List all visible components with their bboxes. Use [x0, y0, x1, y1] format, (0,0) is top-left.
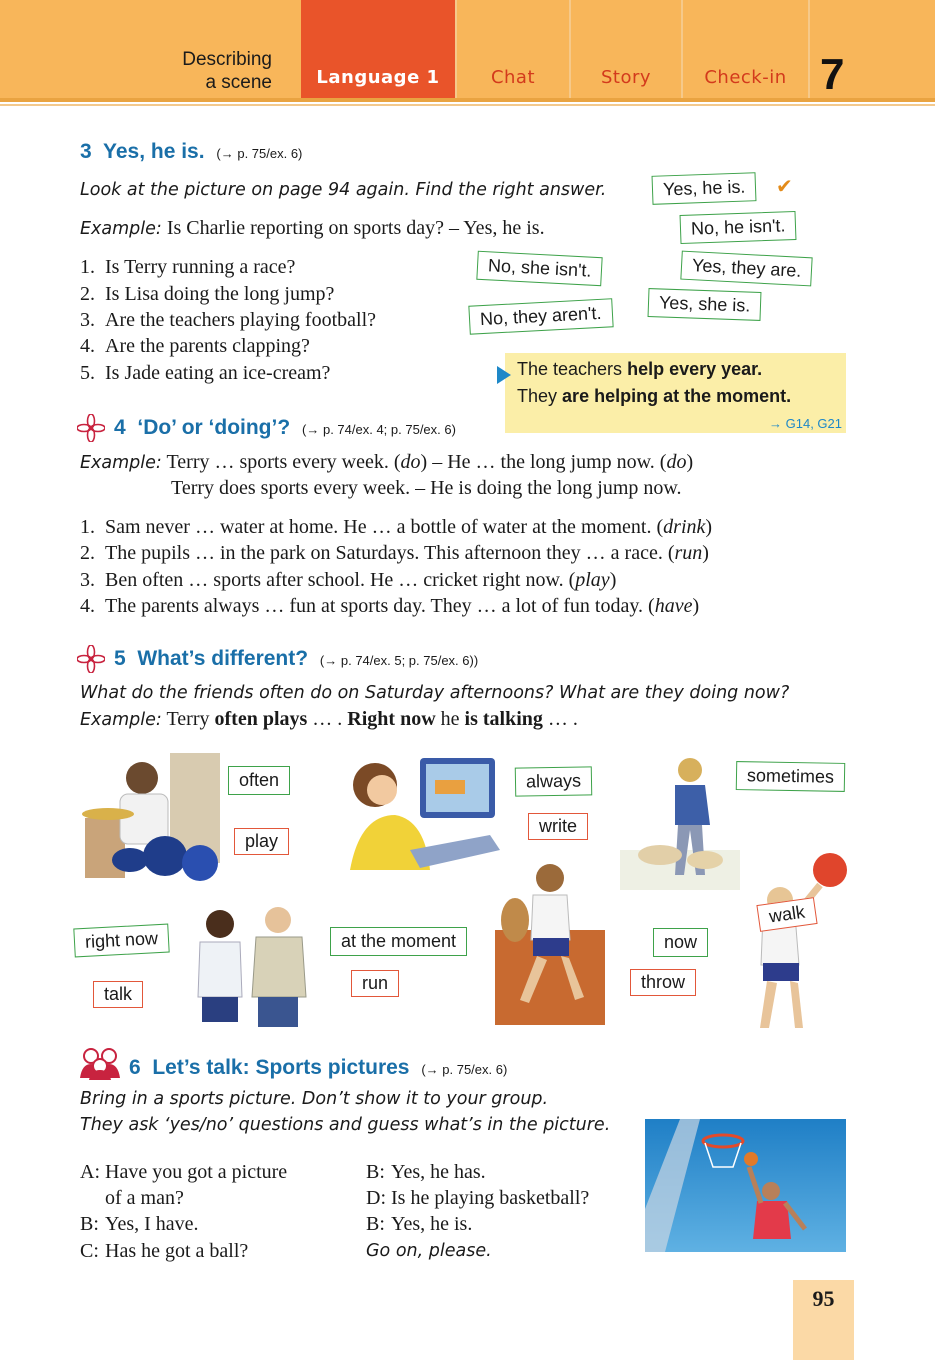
- example-text: Terry … sports every week. (: [166, 451, 401, 473]
- drummer-illustration: [80, 748, 225, 888]
- adverb-card[interactable]: now: [653, 928, 708, 957]
- go-on-text: Go on, please.: [366, 1241, 492, 1261]
- answer-card[interactable]: No, she isn't.: [476, 251, 603, 287]
- list-item: 3. Ben often … sports after school. He … cricket right now. (play): [80, 569, 617, 591]
- example-text: … .: [547, 708, 578, 730]
- runner-girl-illustration: [495, 860, 605, 1025]
- grammar-subject: They: [517, 386, 558, 406]
- tab-check-in[interactable]: Check-in: [704, 67, 787, 88]
- exercise-3-ref: (→ p. 75/ex. 6): [216, 146, 303, 161]
- example-label: Example:: [80, 219, 162, 239]
- exercise-6-ref: (→ p. 75/ex. 6): [421, 1062, 508, 1077]
- exercise-4-heading: [114, 416, 456, 440]
- answer-card[interactable]: No, he isn't.: [680, 211, 797, 244]
- arrow-icon: [497, 366, 511, 384]
- verb-card[interactable]: throw: [630, 969, 696, 996]
- item-verb: run: [674, 542, 703, 564]
- dialog-line: [80, 1187, 184, 1210]
- exercise-6-title: Let’s talk: Sports pictures: [152, 1056, 410, 1079]
- verb-card[interactable]: write: [528, 813, 588, 840]
- exercise-4-number: 4: [114, 416, 126, 439]
- item-number: 4.: [80, 595, 95, 617]
- check-mark-icon: ✔: [776, 174, 793, 198]
- grammar-box: [505, 353, 846, 433]
- list-item: [80, 362, 330, 385]
- exercise-5-number: 5: [114, 647, 126, 670]
- example-verb: do: [666, 451, 687, 473]
- example-bold: is talking: [464, 708, 543, 730]
- example-label: Example:: [80, 453, 162, 473]
- item-number: 2.: [80, 542, 95, 564]
- example-label: Example:: [80, 710, 162, 730]
- example-bold: often plays: [214, 708, 308, 730]
- grammar-subject: The teachers: [517, 359, 623, 379]
- answer-card[interactable]: Yes, he is.: [652, 172, 757, 205]
- adverb-card[interactable]: often: [228, 766, 290, 795]
- exercise-4-ref: (→ p. 74/ex. 4; p. 75/ex. 6): [302, 422, 456, 437]
- list-item: [80, 335, 310, 358]
- basketball-photo: [645, 1119, 846, 1252]
- item-text: The pupils … in the park on Saturdays. This afternoon they … a race. (: [105, 542, 675, 564]
- item-text: Is Jade eating an ice-cream?: [105, 362, 331, 384]
- list-item: 1. Sam never … water at home. He … a bottle of water at the moment. (drink): [80, 516, 713, 538]
- exercise-6-heading: [129, 1056, 507, 1080]
- exercise-4-example-answer: Terry does sports every week. – He is doing the long jump now.: [171, 477, 682, 499]
- example-text: … .: [312, 708, 343, 730]
- exercise-5-heading: [114, 647, 478, 671]
- grammar-line-2: [517, 386, 791, 407]
- tab-language-1[interactable]: Language 1: [301, 0, 455, 98]
- grammar-verb: help every year.: [627, 359, 763, 379]
- exercise-6-instruction-2: They ask ‘yes/no’ questions and guess what’s in the picture.: [80, 1115, 611, 1135]
- header-rule-light: [0, 104, 935, 106]
- item-text: Ben often … sports after school. He … cricket right now. (: [105, 569, 576, 591]
- dialog-speaker: B:: [80, 1213, 99, 1235]
- section-title-line1: Describing: [182, 49, 272, 70]
- verb-card[interactable]: run: [351, 970, 399, 997]
- grammar-ref: → G14, G21: [769, 416, 842, 431]
- adverb-card[interactable]: at the moment: [330, 927, 467, 956]
- computer-girl-illustration: [340, 750, 505, 870]
- verb-card[interactable]: walk: [756, 897, 817, 932]
- example-text: he: [440, 708, 460, 730]
- item-number: 2.: [80, 283, 95, 305]
- answer-card[interactable]: Yes, she is.: [648, 288, 762, 321]
- header-rule: [0, 98, 935, 102]
- dialog-speaker: A:: [80, 1161, 100, 1183]
- example-bold: Right now: [347, 708, 436, 730]
- item-text: Is Terry running a race?: [105, 256, 296, 278]
- exercise-5-instruction: What do the friends often do on Saturday afternoons? What are they doing now?: [80, 683, 790, 703]
- dialog-line: [366, 1187, 589, 1210]
- item-text: Are the parents clapping?: [105, 335, 310, 357]
- item-text: The parents always … fun at sports day. They … a lot of fun today. (: [105, 595, 655, 617]
- verb-card[interactable]: play: [234, 828, 289, 855]
- exercise-3-instruction: Look at the picture on page 94 again. Find the right answer.: [80, 180, 607, 200]
- dialog-text: Yes, he has.: [391, 1161, 486, 1183]
- exercise-4-example: [80, 451, 693, 474]
- dialog-speaker: C:: [80, 1240, 99, 1262]
- dialog-text: Has he got a ball?: [105, 1240, 249, 1262]
- example-verb: do: [400, 451, 421, 473]
- dialog-text: Have you got a picture: [105, 1161, 288, 1183]
- unit-number: 7: [820, 50, 845, 99]
- answer-card[interactable]: No, they aren't.: [468, 298, 613, 334]
- group-talk-icon: [79, 1044, 121, 1080]
- dialog-text: of a man?: [105, 1187, 184, 1209]
- tab-divider: [808, 0, 810, 98]
- item-text: Are the teachers playing football?: [105, 309, 376, 331]
- list-item: [80, 283, 334, 306]
- dialog-text: Yes, he is.: [391, 1213, 473, 1235]
- exercise-4-title: ‘Do’ or ‘doing’?: [137, 416, 291, 439]
- item-number: 3.: [80, 569, 95, 591]
- dialog-speaker: D:: [366, 1187, 386, 1209]
- example-text: Terry: [166, 708, 210, 730]
- dialog-line: [80, 1213, 199, 1236]
- item-number: 4.: [80, 335, 95, 357]
- exercise-3-title: Yes, he is.: [102, 140, 205, 163]
- list-item: [80, 309, 376, 332]
- two-boys-illustration: [190, 902, 320, 1030]
- grammar-line-1: [517, 359, 762, 380]
- adverb-card[interactable]: always: [515, 766, 593, 796]
- dialog-text: Yes, I have.: [105, 1213, 199, 1235]
- item-number: 1.: [80, 256, 95, 278]
- verb-card[interactable]: talk: [93, 981, 143, 1008]
- item-text: Is Lisa doing the long jump?: [105, 283, 335, 305]
- dialog-line: [80, 1240, 248, 1263]
- list-item: 4. The parents always … fun at sports day. They … a lot of fun today. (have): [80, 595, 700, 617]
- flower-icon: [77, 645, 105, 673]
- dialog-line: [366, 1213, 472, 1236]
- exercise-3-heading: [80, 140, 302, 164]
- grammar-verb: are helping at the moment.: [562, 386, 792, 406]
- item-verb: drink: [663, 516, 706, 538]
- item-number: 1.: [80, 516, 95, 538]
- item-verb: have: [654, 595, 693, 617]
- exercise-5-example: [80, 708, 578, 731]
- exercise-5-ref: (→ p. 74/ex. 5; p. 75/ex. 6)): [319, 653, 479, 668]
- tab-story[interactable]: Story: [600, 67, 652, 88]
- dialog-line: [80, 1161, 287, 1184]
- example-text: Is Charlie reporting on sports day? – Yes, he is.: [166, 217, 545, 239]
- exercise-3-number: 3: [80, 140, 92, 163]
- item-verb: play: [575, 569, 610, 591]
- exercise-6-number: 6: [129, 1056, 141, 1079]
- dialog-speaker: B:: [366, 1213, 385, 1235]
- exercise-3-example: [80, 217, 545, 240]
- item-number: 3.: [80, 309, 95, 331]
- dialog-speaker: B:: [366, 1161, 385, 1183]
- page-number: 95: [812, 1286, 835, 1311]
- list-item: [80, 256, 295, 279]
- dog-walker-illustration: [620, 750, 740, 890]
- item-number: 5.: [80, 362, 95, 384]
- example-text: ) – He … the long jump now. (: [420, 451, 667, 473]
- section-title-line2: a scene: [205, 72, 272, 93]
- dialog-line: [366, 1161, 486, 1184]
- list-item: 2. The pupils … in the park on Saturdays. This afternoon they … a race. (run): [80, 542, 709, 564]
- exercise-5-title: What’s different?: [137, 647, 309, 670]
- item-text: Sam never … water at home. He … a bottle of water at the moment. (: [105, 516, 664, 538]
- ball-thrower-illustration: [725, 850, 850, 1035]
- flower-icon: [77, 414, 105, 442]
- adverb-card[interactable]: right now: [73, 924, 169, 958]
- tab-chat[interactable]: Chat: [490, 67, 536, 88]
- example-text: ): [686, 451, 694, 473]
- exercise-6-instruction-1: Bring in a sports picture. Don’t show it to your group.: [80, 1089, 549, 1109]
- adverb-card[interactable]: sometimes: [736, 761, 846, 792]
- answer-card[interactable]: Yes, they are.: [680, 251, 813, 287]
- section-title: [182, 48, 272, 94]
- dialog-text: Is he playing basketball?: [391, 1187, 590, 1209]
